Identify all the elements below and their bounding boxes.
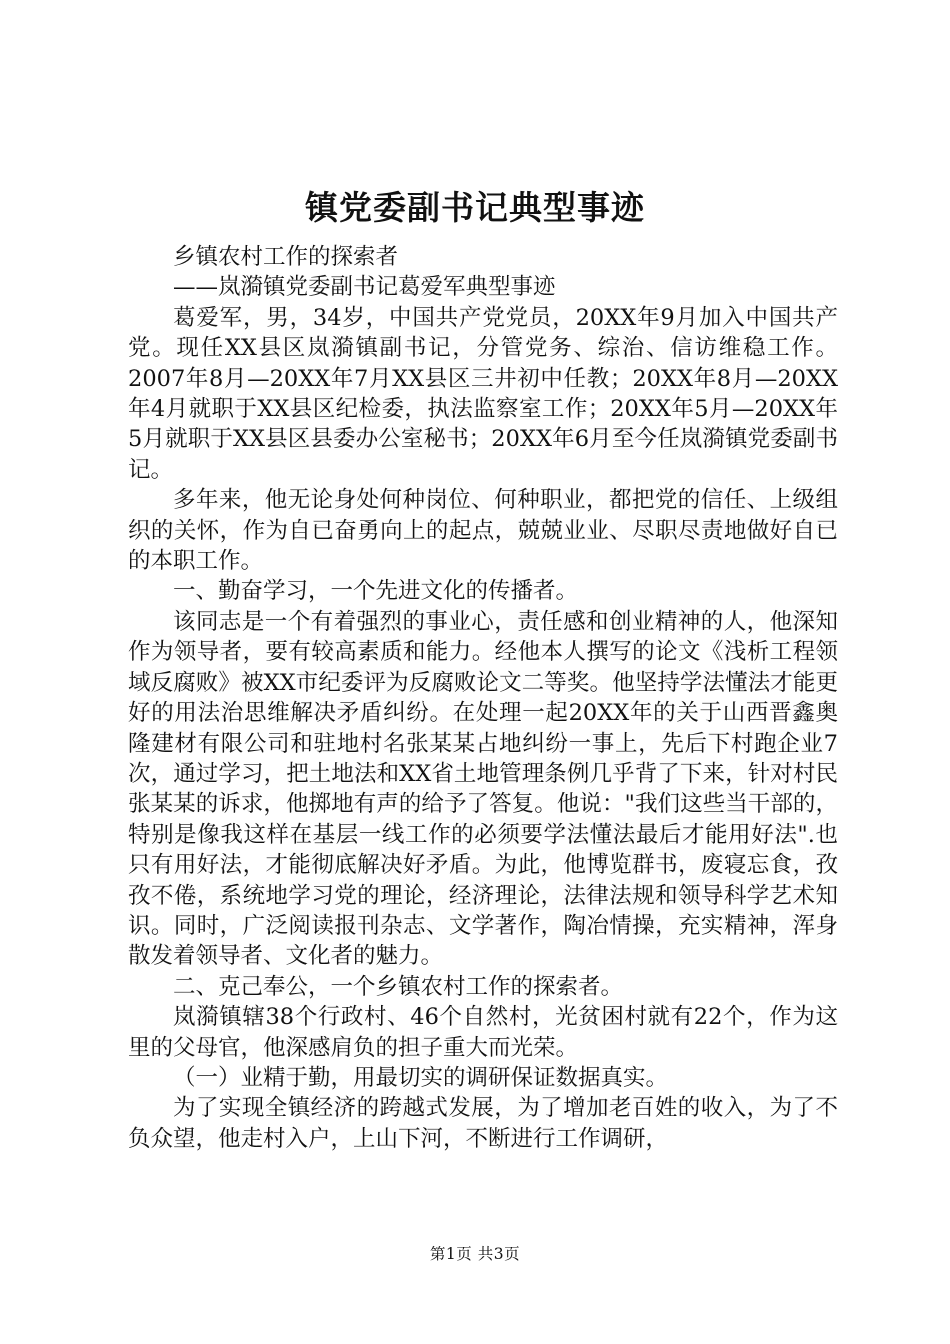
subtitle-line: 乡镇农村工作的探索者 [173,244,399,270]
body-paragraph: 岚漪镇辖38个行政村、46个自然村，光贫困村就有22个，作为这里的父母官，他深感肩负的担子重大而光荣。 [128,1004,838,1061]
body-paragraph: 该同志是一个有着强烈的事业心，责任感和创业精神的人，他深知作为领导者，要有较高素质和能力。经他本人撰写的论文《浅析工程领域反腐败》被XX市纪委评为反腐败论文二等奖。他坚持学法懂法才能更好的用法治思维解决矛盾纠纷。在处理一起20XX年的关于山西晋鑫奥隆建材有限公司和驻地村名张某某占地纠纷一事上，先后下村跑企业7次，通过学习，把土地法和XX省土地管理条例几乎背了下来，针对村民张某某的诉求，他掷地有声的给予了答复。他说："我们这些当干部的，特别是像我这样在基层一线工作的必须要学法懂法最后才能用好法".也只有用好法，才能彻底解决好矛盾。为此，他博览群书，废寝忘食，孜孜不倦，系统地学习党的理论，经济理论，法律法规和领导科学艺术知识。同时，广泛阅读报刊杂志、文学著作，陶冶情操，充实精神，浑身散发着领导者、文化者的魅力。 [128,608,838,970]
body-paragraph: 为了实现全镇经济的跨越式发展，为了增加老百姓的收入，为了不负众望，他走村入户，上山下河，不断进行工作调研， [128,1095,838,1152]
document-title: 镇党委副书记典型事迹 [305,188,645,227]
section-heading: 二、克己奉公，一个乡镇农村工作的探索者。 [173,973,624,1000]
subsection-heading: （一）业精于勤，用最切实的调研保证数据真实。 [173,1064,669,1091]
body-paragraph: 葛爱军，男，34岁，中国共产党党员，20XX年9月加入中国共产党。现任XX县区岚漪镇副书记，分管党务、综治、信访维稳工作。2007年8月—20XX年7月XX县区三井初中任教；20XX年8月—20XX年4月就职于XX县区纪检委，执法监察室工作；20XX年5月—20XX年5月就职于XX县区县委办公室秘书；20XX年6月至今任岚漪镇党委副书记。 [128,304,838,483]
body-paragraph: 多年来，他无论身处何种岗位、何种职业，都把党的信任、上级组织的关怀，作为自已奋勇向上的起点，兢兢业业、尽职尽责地做好自已的本职工作。 [128,487,838,575]
subtitle-byline: ——岚漪镇党委副书记葛爱军典型事迹 [173,274,556,301]
document-body [128,242,838,1154]
section-heading: 一、勤奋学习，一个先进文化的传播者。 [173,578,579,605]
page-number-footer: 第1页 共3页 [429,1245,521,1263]
